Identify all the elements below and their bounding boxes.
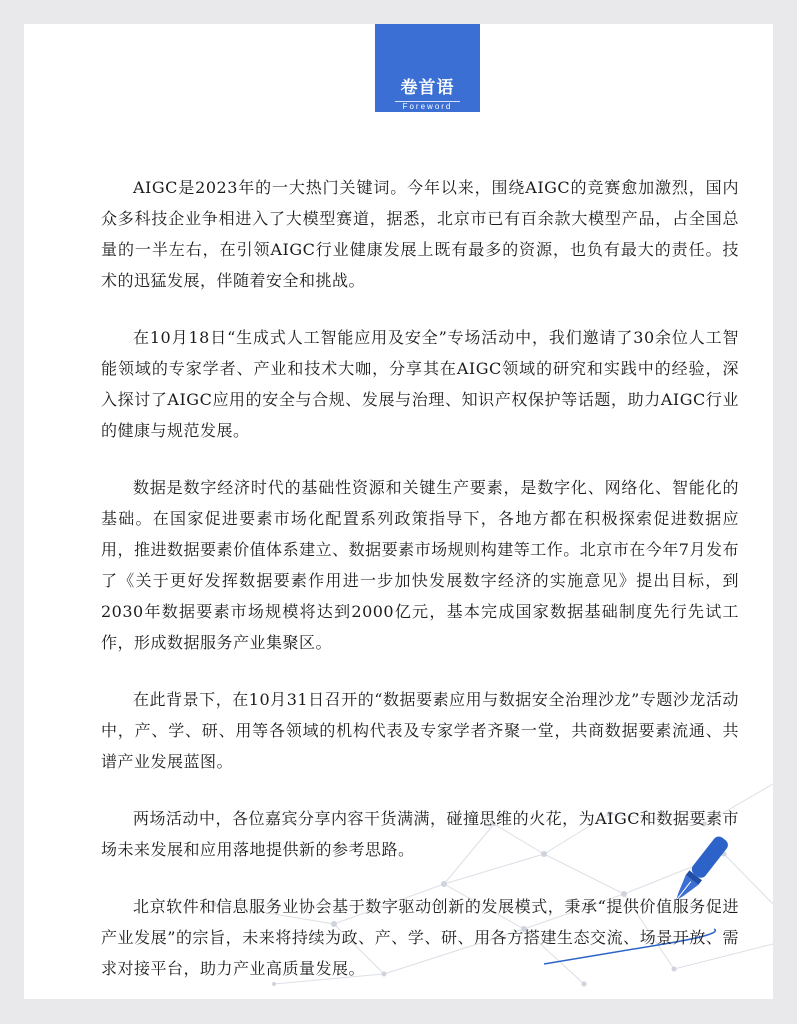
foreword-tab	[375, 24, 480, 112]
paragraph-6: 北京软件和信息服务业协会基于数字驱动创新的发展模式，秉承“提供价值服务促进产业发展”的宗旨，未来将持续为政、产、学、研、用各方搭建生态交流、场景开放、需求对接平台，助力产业高质量发展。	[101, 897, 739, 978]
document-page	[24, 24, 773, 999]
paragraph-2: 在10月18日“生成式人工智能应用及安全”专场活动中，我们邀请了30余位人工智能领域的专家学者、产业和技术大咖，分享其在AIGC领域的研究和实践中的经验，深入探讨了AIGC应用的安全与合规、发展与治理、知识产权保护等话题，助力AIGC行业的健康与规范发展。	[101, 328, 739, 440]
paragraph-3: 数据是数字经济时代的基础性资源和关键生产要素，是数字化、网络化、智能化的基础。在国家促进要素市场化配置系列政策指导下，各地方都在积极探索促进数据应用，推进数据要素价值体系建立、数据要素市场规则构建等工作。北京市在今年7月发布了《关于更好发挥数据要素作用进一步加快发展数字经济的实施意见》提出目标，到2030年数据要素市场规模将达到2000亿元，基本完成国家数据基础制度先行先试工作，形成数据服务产业集聚区。	[101, 478, 739, 652]
section-title: 卷首语	[400, 78, 455, 98]
section-subtitle: Foreword	[402, 102, 453, 111]
paragraph-1: AIGC是2023年的一大热门关键词。今年以来，围绕AIGC的竞赛愈加激烈，国内众多科技企业争相进入了大模型赛道，据悉，北京市已有百余款大模型产品，占全国总量的一半左右，在引领AIGC行业健康发展上既有最多的资源，也负有最大的责任。技术的迅猛发展，伴随着安全和挑战。	[101, 178, 739, 290]
paragraph-4: 在此背景下，在10月31日召开的“数据要素应用与数据安全治理沙龙”专题沙龙活动中，产、学、研、用等各领域的机构代表及专家学者齐聚一堂，共商数据要素流通、共谱产业发展蓝图。	[101, 690, 739, 771]
paragraph-5: 两场活动中，各位嘉宾分享内容干货满满，碰撞思维的火花，为AIGC和数据要素市场未来发展和应用落地提供新的参考思路。	[101, 809, 739, 859]
foreword-body	[101, 172, 739, 984]
